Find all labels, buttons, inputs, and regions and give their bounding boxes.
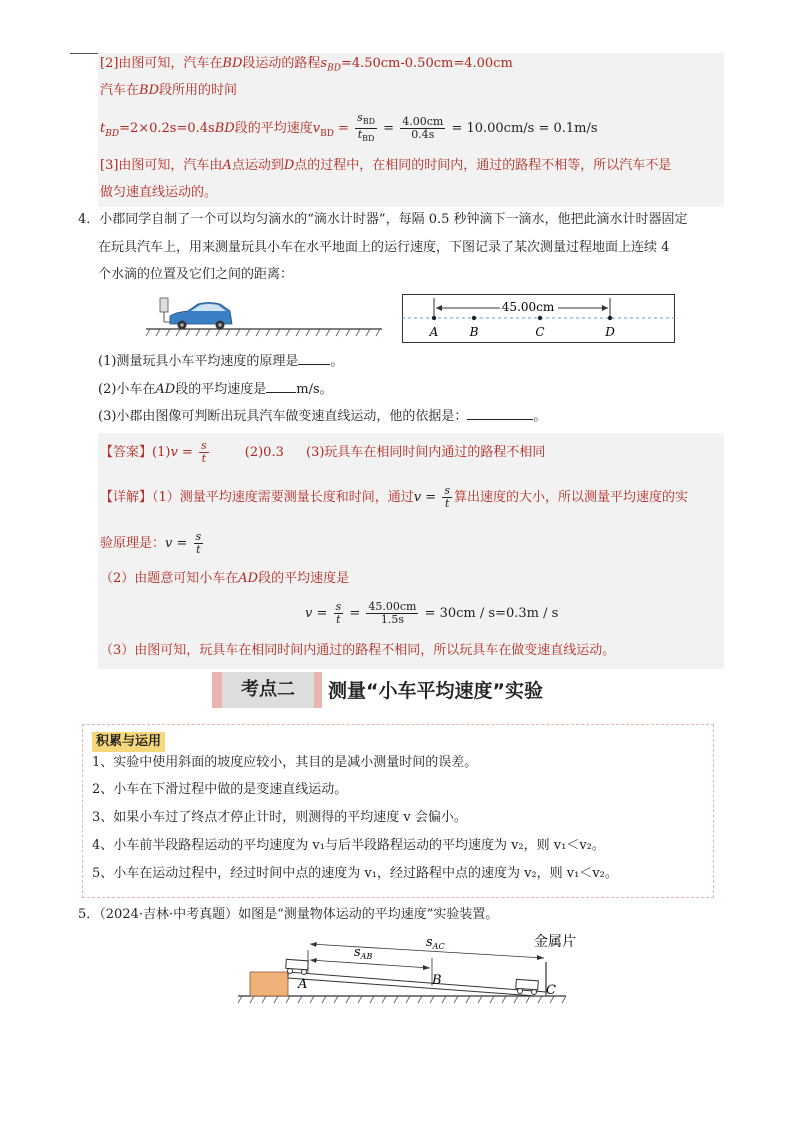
q4-detail-4 — [305, 598, 558, 630]
text: 45.00cm — [368, 600, 417, 613]
text: BD — [105, 128, 120, 139]
text: t — [100, 121, 106, 137]
answer-blank[interactable] — [467, 407, 533, 420]
text: s — [444, 484, 450, 497]
point-a-label: A — [298, 977, 308, 992]
text: t — [201, 452, 206, 465]
text: (2)小车在 — [98, 382, 156, 397]
tip-box-tag: 积累与运用 — [92, 732, 165, 752]
drip-diagram — [402, 294, 676, 344]
point-c-label: C — [546, 983, 556, 998]
sac-label — [426, 935, 445, 951]
text: m/s。 — [296, 382, 333, 397]
text: 0.4s — [411, 128, 435, 142]
text: 。 — [330, 354, 344, 369]
tip-item: 5、小车在运动过程中，经过时间中点的速度为 v₁，经过路程中点的速度为 v₂，则 v₁＜v₂。 — [92, 866, 618, 881]
fraction — [442, 485, 452, 510]
prev-line-4 — [100, 157, 671, 175]
prev-line-5 — [100, 184, 217, 202]
text: v — [305, 606, 313, 621]
text: [3]由图可知，汽车由 — [100, 158, 223, 173]
q4-sub-1 — [98, 350, 343, 374]
text: BD — [320, 128, 334, 139]
answer-blank[interactable] — [266, 380, 296, 393]
text: 1.5s — [380, 613, 404, 626]
text: =4.50cm-0.50cm=4.00cm — [340, 56, 513, 71]
text: v — [170, 445, 178, 460]
text: 段的平均速度是 — [175, 382, 267, 397]
text: = — [177, 445, 197, 460]
text: t — [444, 497, 450, 510]
point-c-label: C — [535, 325, 545, 339]
text: =2×0.2s=0.4s — [119, 121, 215, 137]
text: (2)0.3 — [244, 445, 284, 460]
point-d-label: D — [605, 325, 615, 339]
text: s — [354, 945, 361, 960]
text: 做匀速直线运动的。 — [100, 185, 218, 200]
text: 段运动的路程 — [242, 56, 321, 71]
text: s — [200, 439, 207, 452]
prev-line-3: $t_{BD}=2\times 0.2s=0.4sBD$段的平均速度$v_{BD}$ = $\frac{s_{BD}}{t_{BD}}$ = $\frac{4.00cm}{0.4s}$ = 10.00cm/s = 0.1m/s — [100, 111, 598, 144]
text: = — [421, 490, 441, 505]
text: = — [312, 606, 332, 621]
tip-item: 3、如果小车过了终点才停止计时，则测得的平均速度 v 会偏小。 — [92, 810, 467, 825]
toy-car-figure — [146, 296, 386, 338]
fraction — [366, 601, 418, 626]
text: BD — [362, 117, 376, 127]
q4-answer — [100, 438, 545, 468]
text: t — [196, 543, 201, 556]
text: AD — [238, 571, 259, 586]
text: (1) — [152, 445, 171, 460]
section-tag: 考点二 — [222, 672, 314, 708]
text: BD — [362, 134, 375, 144]
text: s — [195, 530, 202, 543]
text: AB — [360, 952, 373, 961]
fraction — [199, 440, 209, 465]
point-b-label: B — [432, 973, 442, 988]
prev-line-2 — [100, 82, 237, 100]
answer-blank[interactable] — [298, 352, 330, 365]
incline-diagram — [236, 930, 596, 1010]
text: v — [413, 490, 422, 505]
text: v — [165, 536, 173, 551]
text: BD — [139, 83, 159, 98]
metal-plate-label: 金属片 — [534, 934, 576, 950]
tip-item: 4、小车前半段路程运动的平均速度为 v₁与后半段路程运动的平均速度为 v₂，则 v₁＜v₂。 — [92, 838, 605, 853]
text: 算出速度的大小，所以测量平均速度的实 — [453, 490, 688, 505]
text: s — [320, 56, 328, 71]
text: 。 — [533, 409, 547, 424]
text: A — [222, 158, 232, 173]
fraction — [194, 531, 204, 556]
q4-detail-5: （3）由图可知，玩具车在相同时间内通过的路程不相同，所以玩具车在做变速直线运动。 — [100, 643, 616, 658]
q5-line-1: 5．（2024·吉林·中考真题）如图是“测量物体运动的平均速度”实验装置。 — [78, 907, 499, 922]
text: t — [357, 128, 363, 142]
text: AC — [432, 942, 445, 951]
text: (1)测量玩具小车平均速度的原理是 — [98, 354, 299, 369]
fraction — [400, 116, 445, 141]
text: t — [336, 613, 341, 626]
text: 段的平均速度是 — [258, 571, 350, 586]
text: = 30cm / s=0.3m / s — [420, 606, 559, 621]
text: [2]由图可知，汽车在 — [100, 56, 223, 71]
text: 段所用的时间 — [159, 83, 238, 98]
text: 点运动到 — [231, 158, 284, 173]
answer-tag: 【答案】 — [100, 445, 153, 460]
text: s — [335, 600, 342, 613]
text: s — [357, 111, 363, 124]
fraction — [355, 112, 377, 145]
q4-detail-1 — [100, 483, 688, 513]
fraction — [334, 601, 344, 626]
point-b-label: B — [469, 325, 479, 339]
text: （2）由题意可知小车在 — [100, 571, 239, 586]
text: BD — [327, 63, 341, 74]
distance-label: 45.00cm — [501, 300, 555, 314]
text: = — [345, 606, 365, 621]
q4-line-1: 4．小郡同学自制了一个可以均匀滴水的“滴水计时器”，每隔 0.5 秒钟滴下一滴水，他把此滴水计时器固定 — [78, 212, 688, 227]
text: (3)玩具车在相同时间内通过的路程不相同 — [306, 445, 546, 460]
text: = — [333, 121, 354, 137]
text: (3)小郡由图像可判断出玩具汽车做变速直线运动，他的依据是： — [98, 409, 468, 424]
q4-detail-3 — [100, 570, 349, 588]
text: （1）测量平均速度需要测量长度和时间，通过 — [152, 490, 414, 505]
text: D — [283, 158, 295, 173]
text: 验原理是： — [100, 536, 166, 551]
q4-sub-2 — [98, 378, 333, 402]
text: 汽车在 — [100, 83, 140, 98]
text: v — [312, 121, 321, 137]
prev-line-1 — [100, 55, 513, 78]
section-title: 测量“小车平均速度”实验 — [328, 680, 543, 702]
tip-item: 1、实验中使用斜面的坡度应较小，其目的是减小测量时间的误差。 — [92, 755, 478, 770]
text: 段的平均速度 — [234, 121, 313, 137]
q4-detail-2 — [100, 529, 205, 559]
text: BD — [214, 121, 235, 137]
detail-tag: 【详解】 — [100, 490, 153, 505]
text: 4.00cm — [402, 115, 444, 129]
q4-line-2: 在玩具汽车上，用来测量玩具小车在水平地面上的运行速度，下图记录了某次测量过程地面上连续 4 — [98, 240, 670, 255]
text: = — [172, 536, 192, 551]
tip-item: 2、小车在下滑过程中做的是变速直线运动。 — [92, 782, 348, 797]
text: 点的过程中，在相同的时间内，通过的路程不相等，所以汽车不是 — [294, 158, 672, 173]
text: BD — [222, 56, 243, 71]
q4-sub-3 — [98, 405, 546, 429]
text: s — [426, 935, 433, 950]
point-a-label: A — [429, 325, 439, 339]
text: AD — [155, 382, 176, 397]
q4-line-3: 个水滴的位置及它们之间的距离： — [98, 267, 294, 282]
text: = 10.00cm/s = 0.1m/s — [447, 121, 598, 137]
